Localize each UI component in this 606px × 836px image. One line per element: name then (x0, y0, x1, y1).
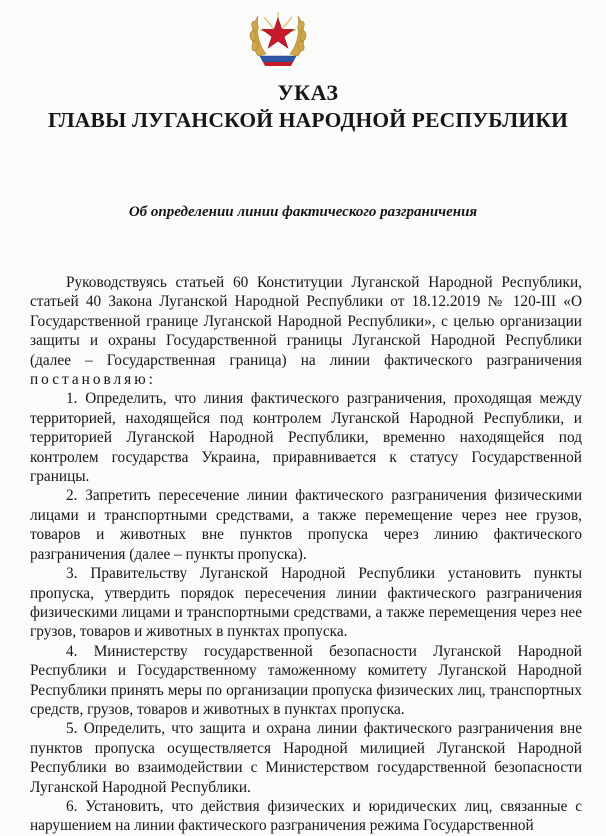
paragraph-6: 6. Установить, что действия физических и юридических лиц, связанные с нарушением на линии фактического разграничения режима Государственной (30, 797, 582, 835)
emblem-icon (246, 4, 310, 70)
preamble-text: Руководствуясь статьей 60 Конституции Луганской Народной Республики, статьей 40 Закона Луганской Народной Республики от 18.12.2019 № 120-III «О Государственной границе Луганской Народной Республики», с целью организации защиты и охраны Государственной границы Луганской Народной Республики (далее – Государственная граница) на линии фактического разграничения (30, 274, 582, 369)
doc-title-line1: УКАЗ (277, 80, 339, 105)
paragraph-preamble (30, 273, 582, 389)
paragraph-3: 3. Правительству Луганской Народной Республики установить пункты пропуска, утвердить порядок пересечения линии фактического разграничения физическими лицами и транспортными средствами, а также перемещения через нее грузов, товаров и животных в пунктах пропуска. (30, 565, 582, 641)
paragraph-5: 5. Определить, что защита и охрана линии фактического разграничения вне пунктов пропуска осуществляется Народной милицией Луганской Народной Республики во взаимодействии с Министерством государственной безопасности Луганской Народной Республики. (30, 720, 582, 796)
paragraph-1: 1. Определить, что линия фактического разграничения, проходящая между территорией, находящейся под контролем Луганской Народной Республики, и территорией Луганской Народной Республики, временно находящейся под контролем государства Украина, приравнивается к статусу Государственной границы. (30, 390, 582, 486)
doc-body (30, 273, 582, 836)
doc-title-line2: ГЛАВЫ ЛУГАНСКОЙ НАРОДНОЙ РЕСПУБЛИКИ (47, 108, 569, 132)
preamble-decree-word: постановляю: (30, 371, 156, 389)
doc-subtitle: Об определении линии фактического разграничения (128, 204, 478, 220)
paragraph-2: 2. Запретить пересечение линии фактического разграничения физическими лицами и транспортными средствами, а также перемещение через нее грузов, товаров и животных вне пунктов пропуска через линию фактического разграничения (далее – пункты пропуска). (30, 487, 582, 563)
paragraph-4: 4. Министерству государственной безопасности Луганской Народной Республики и Государственному таможенному комитету Луганской Народной Республики принять меры по организации пропуска физических лиц, транспортных средств, грузов, товаров и животных в пунктах пропуска. (30, 642, 582, 718)
